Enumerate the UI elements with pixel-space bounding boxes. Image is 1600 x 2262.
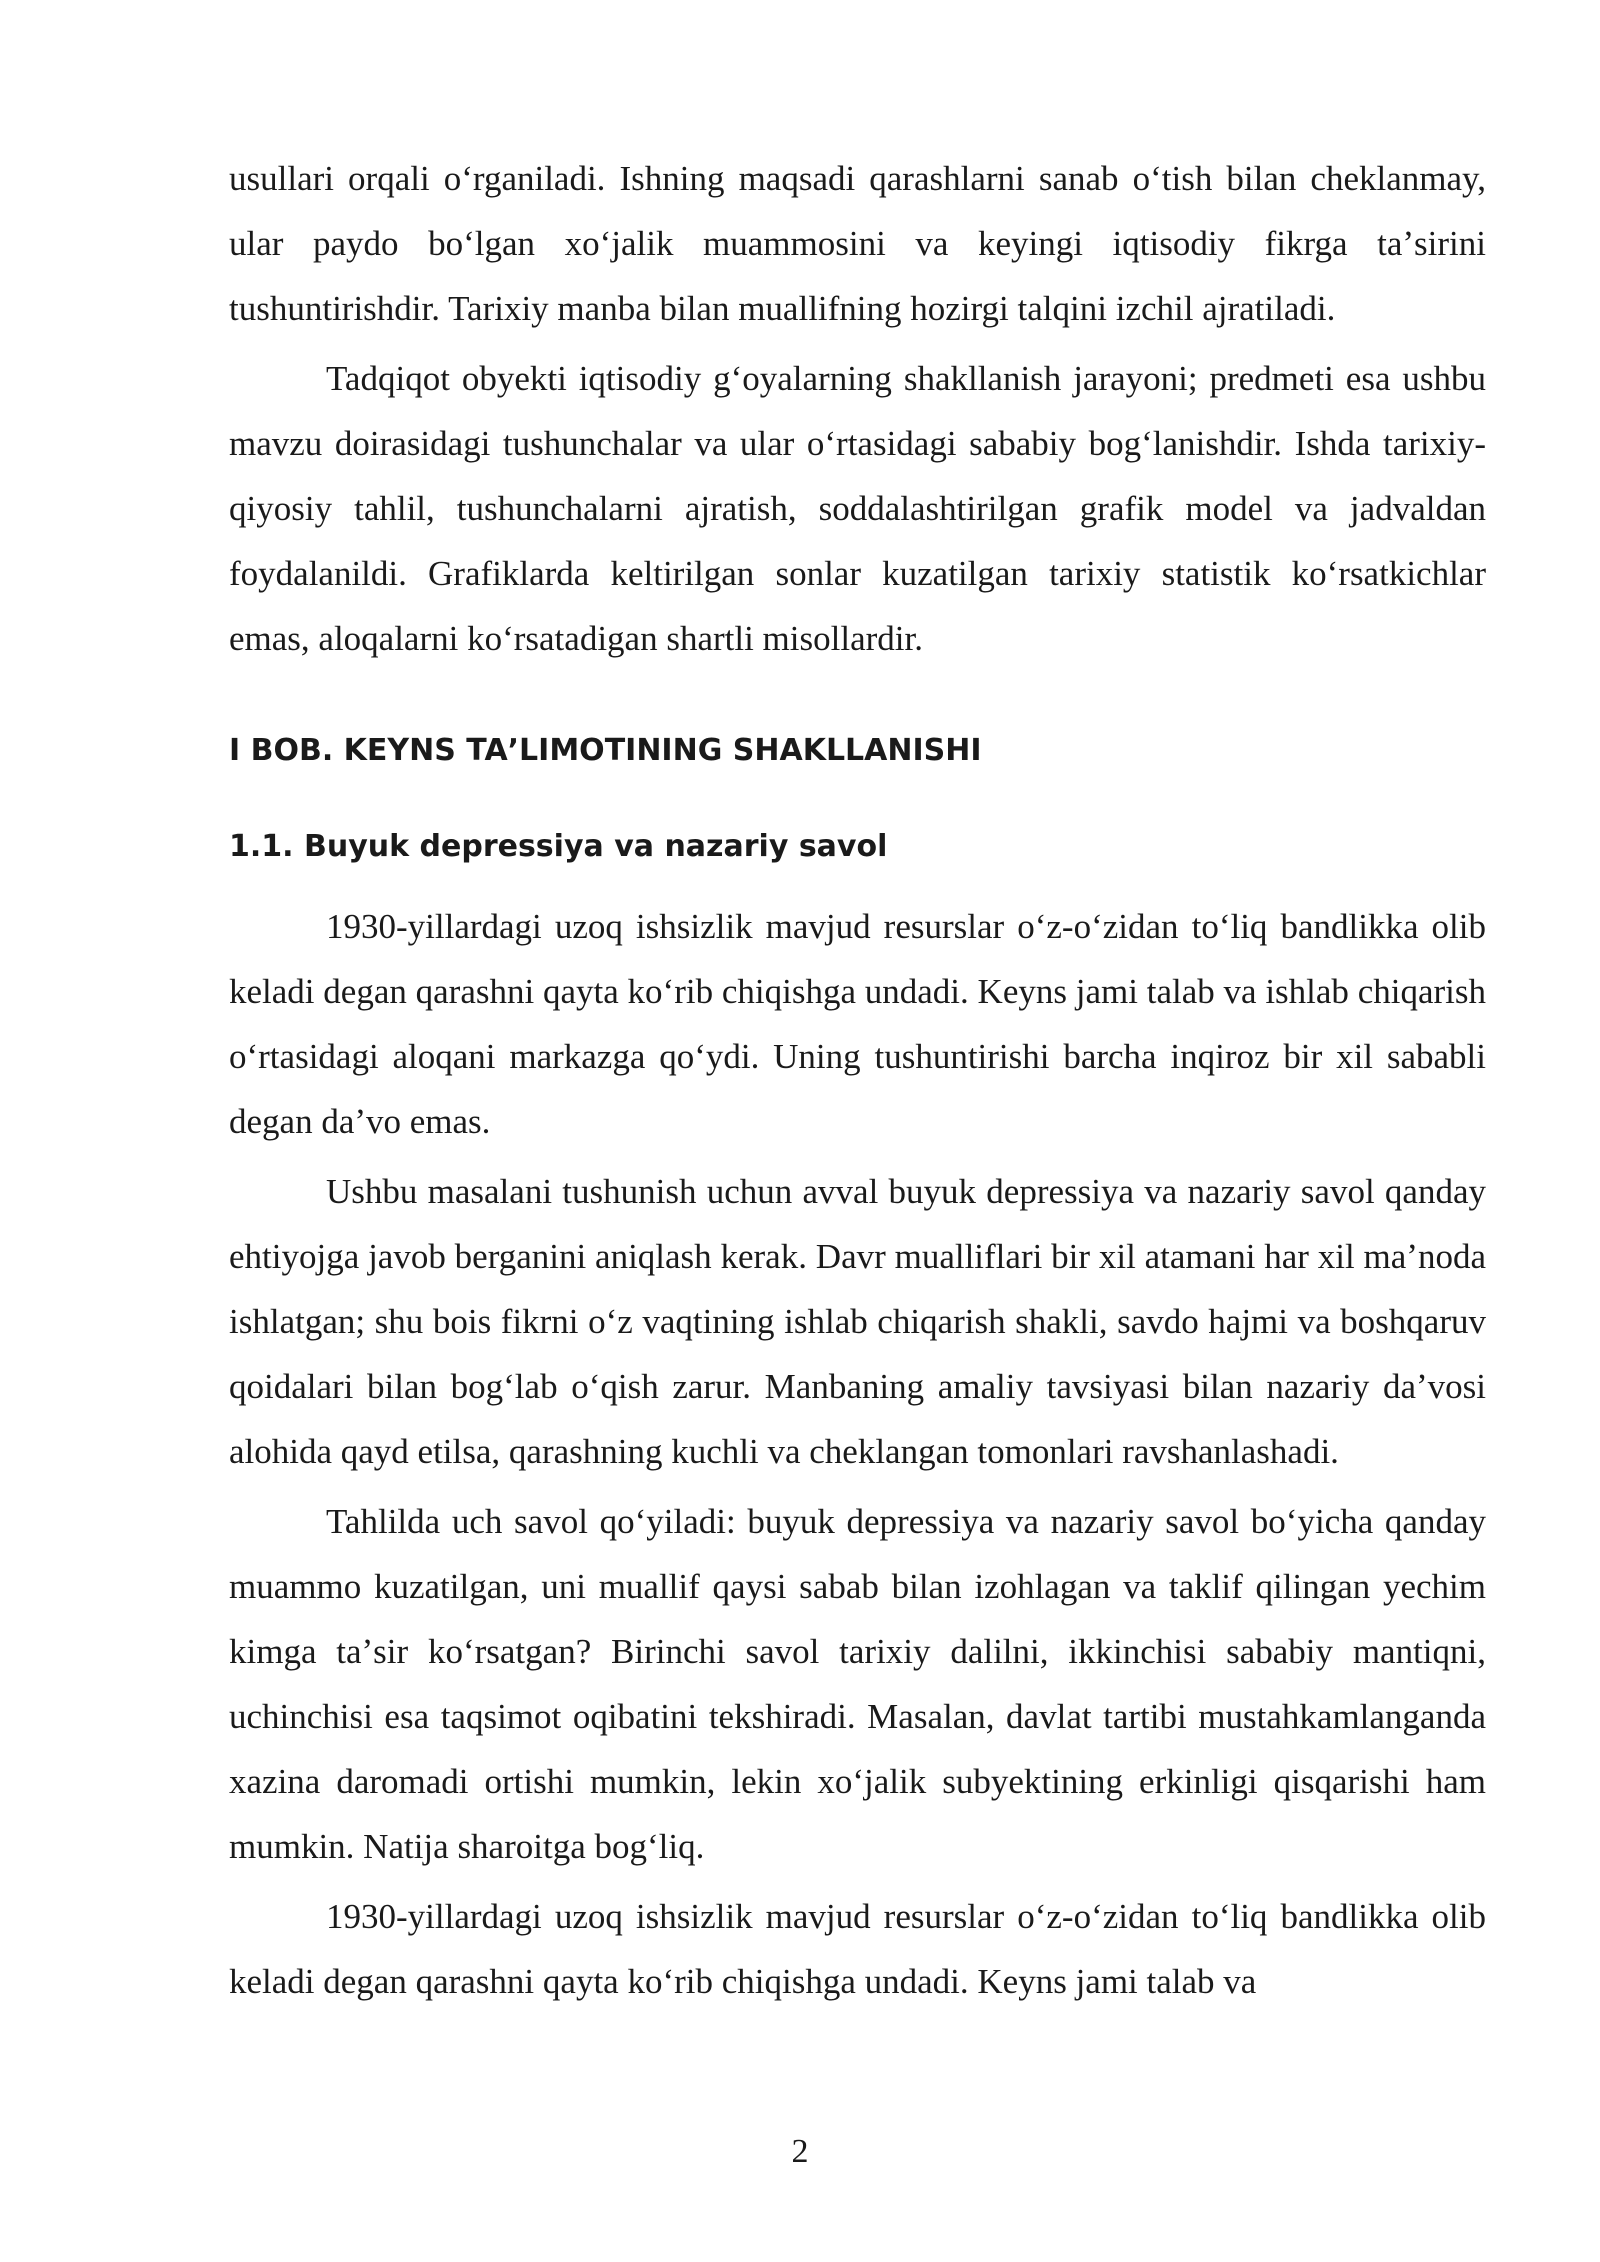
chapter-heading: I BOB. KEYNS TAʼLIMOTINING SHAKLLANISHI (229, 733, 982, 768)
section-heading: 1.1. Buyuk depressiya va nazariy savol (229, 829, 888, 864)
paragraph-depression-repeat: 1930-yillardagi uzoq ishsizlik mavjud resurslar oʻz-oʻzidan toʻliq bandlikka olib keladi degan qarashni qayta koʻrib chiqishga undadi. Keyns jami talab va (229, 1897, 1486, 2001)
paragraph-intro-continued: usullari orqali oʻrganiladi. Ishning maqsadi qarashlarni sanab oʻtish bilan cheklanmay, ular paydo boʻlgan xoʻjalik muammosini va keyingi iqtisodiy fikrga taʼsirini tushuntirishdir. Tarixiy manba bilan muallifning hozirgi talqini izchil ajratiladi. (229, 159, 1486, 328)
paragraph-depression: 1930-yillardagi uzoq ishsizlik mavjud resurslar oʻz-oʻzidan toʻliq bandlikka olib keladi degan qarashni qayta koʻrib chiqishga undadi. Keyns jami talab va ishlab chiqarish oʻrtasidagi aloqani markazga qoʻydi. Uning tushuntirishi barcha inqiroz bir xil sababli degan daʼvo emas. (229, 907, 1486, 1141)
paragraph-analysis-questions: Tahlilda uch savol qoʻyiladi: buyuk depressiya va nazariy savol boʻyicha qanday muammo kuzatilgan, uni muallif qaysi sabab bilan izohlagan va taklif qilingan yechim kimga taʼsir koʻrsatgan? Birinchi savol tarixiy dalilni, ikkinchisi sababiy mantiqni, uchinchisi esa taqsimot oqibatini tekshiradi. Masalan, davlat tartibi mustahkamlanganda xazina daromadi ortishi mumkin, lekin xoʻjalik subyektining erkinligi qisqarishi ham mumkin. Natija sharoitga bogʻliq. (229, 1502, 1486, 1866)
page-number: 2 (791, 2133, 809, 2170)
paragraph-research-object: Tadqiqot obyekti iqtisodiy gʻoyalarning shakllanish jarayoni; predmeti esa ushbu mavzu doirasidagi tushunchalar va ular oʻrtasidagi sababiy bogʻlanishdir. Ishda tarixiy-qiyosiy tahlil, tushunchalarni ajratish, soddalashtirilgan grafik model va jadvaldan foydalanildi. Grafiklarda keltirilgan sonlar kuzatilgan tarixiy statistik koʻrsatkichlar emas, aloqalarni koʻrsatadigan shartli misollardir. (229, 359, 1486, 658)
paragraph-context: Ushbu masalani tushunish uchun avval buyuk depressiya va nazariy savol qanday ehtiyojga javob berganini aniqlash kerak. Davr mualliflari bir xil atamani har xil maʼnoda ishlatgan; shu bois fikrni oʻz vaqtining ishlab chiqarish shakli, savdo hajmi va boshqaruv qoidalari bilan bogʻlab oʻqish zarur. Manbaning amaliy tavsiyasi bilan nazariy daʼvosi alohida qayd etilsa, qarashning kuchli va cheklangan tomonlari ravshanlashadi. (229, 1172, 1486, 1471)
page-content (229, 146, 1486, 2019)
